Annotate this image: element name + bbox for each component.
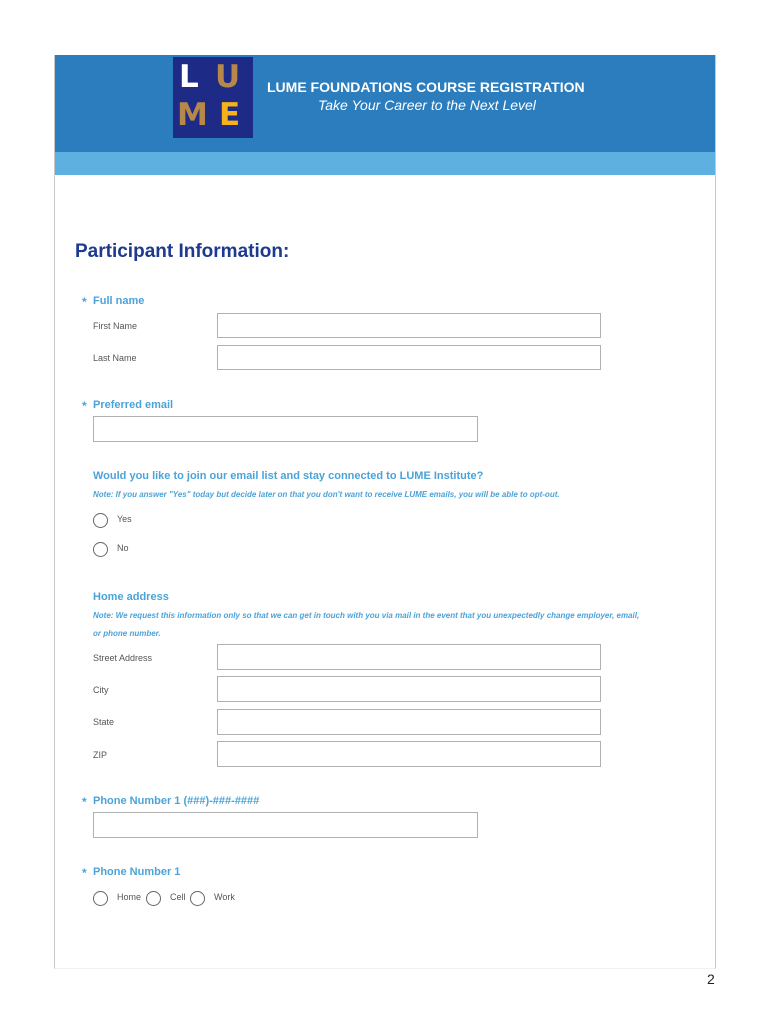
lume-logo — [173, 57, 253, 138]
form-subtitle: Take Your Career to the Next Level — [318, 97, 536, 113]
state-input[interactable] — [217, 709, 601, 735]
logo-letter-u: U — [215, 59, 241, 95]
zip-label: ZIP — [93, 750, 108, 760]
email-input[interactable] — [93, 416, 478, 442]
first-name-label: First Name — [93, 321, 138, 331]
phone-type-label: Phone Number 1 — [93, 866, 181, 878]
home-radio-label: Home — [117, 892, 142, 902]
form-page — [54, 55, 716, 969]
phone-number-label: Phone Number 1 (###)-###-#### — [93, 795, 260, 807]
home-address-note-line1: Note: We request this information only so that we can get in touch with you via mail in the event that you unexpectedly change employer, email, — [93, 611, 640, 620]
no-radio-label: No — [117, 543, 129, 553]
street-address-input[interactable] — [217, 644, 601, 670]
last-name-label: Last Name — [93, 353, 137, 363]
email-label: Preferred email — [93, 399, 174, 411]
form-title: LUME FOUNDATIONS COURSE REGISTRATION — [267, 79, 585, 95]
home-address-note-line2: or phone number. — [93, 629, 161, 638]
home-address-label: Home address — [93, 591, 169, 603]
required-marker: * — [82, 866, 87, 880]
email-list-note: Note: If you answer "Yes" today but decide later on that you don't want to receive LUME emails, you will be able to opt-out. — [93, 490, 560, 499]
home-radio[interactable] — [93, 891, 108, 906]
logo-letter-m: M — [177, 97, 208, 133]
logo-letter-e: E — [219, 97, 241, 133]
header-band — [55, 152, 715, 175]
page-number: 2 — [707, 971, 715, 987]
last-name-input[interactable] — [217, 345, 601, 370]
street-address-label: Street Address — [93, 653, 153, 663]
state-label: State — [93, 717, 115, 727]
logo-letter-l: L — [179, 59, 199, 95]
full-name-label: Full name — [93, 295, 145, 307]
first-name-input[interactable] — [217, 313, 601, 338]
work-radio-label: Work — [214, 892, 235, 902]
required-marker: * — [82, 295, 87, 309]
form-header — [55, 55, 715, 152]
zip-input[interactable] — [217, 741, 601, 767]
required-marker: * — [82, 399, 87, 413]
no-radio[interactable] — [93, 542, 108, 557]
city-label: City — [93, 685, 109, 695]
section-title: Participant Information: — [75, 241, 290, 262]
city-input[interactable] — [217, 676, 601, 702]
cell-radio-label: Cell — [170, 892, 186, 902]
yes-radio-label: Yes — [117, 514, 132, 524]
email-list-question: Would you like to join our email list and stay connected to LUME Institute? — [93, 470, 484, 482]
required-marker: * — [82, 795, 87, 809]
work-radio[interactable] — [190, 891, 205, 906]
yes-radio[interactable] — [93, 513, 108, 528]
phone-number-input[interactable] — [93, 812, 478, 838]
cell-radio[interactable] — [146, 891, 161, 906]
